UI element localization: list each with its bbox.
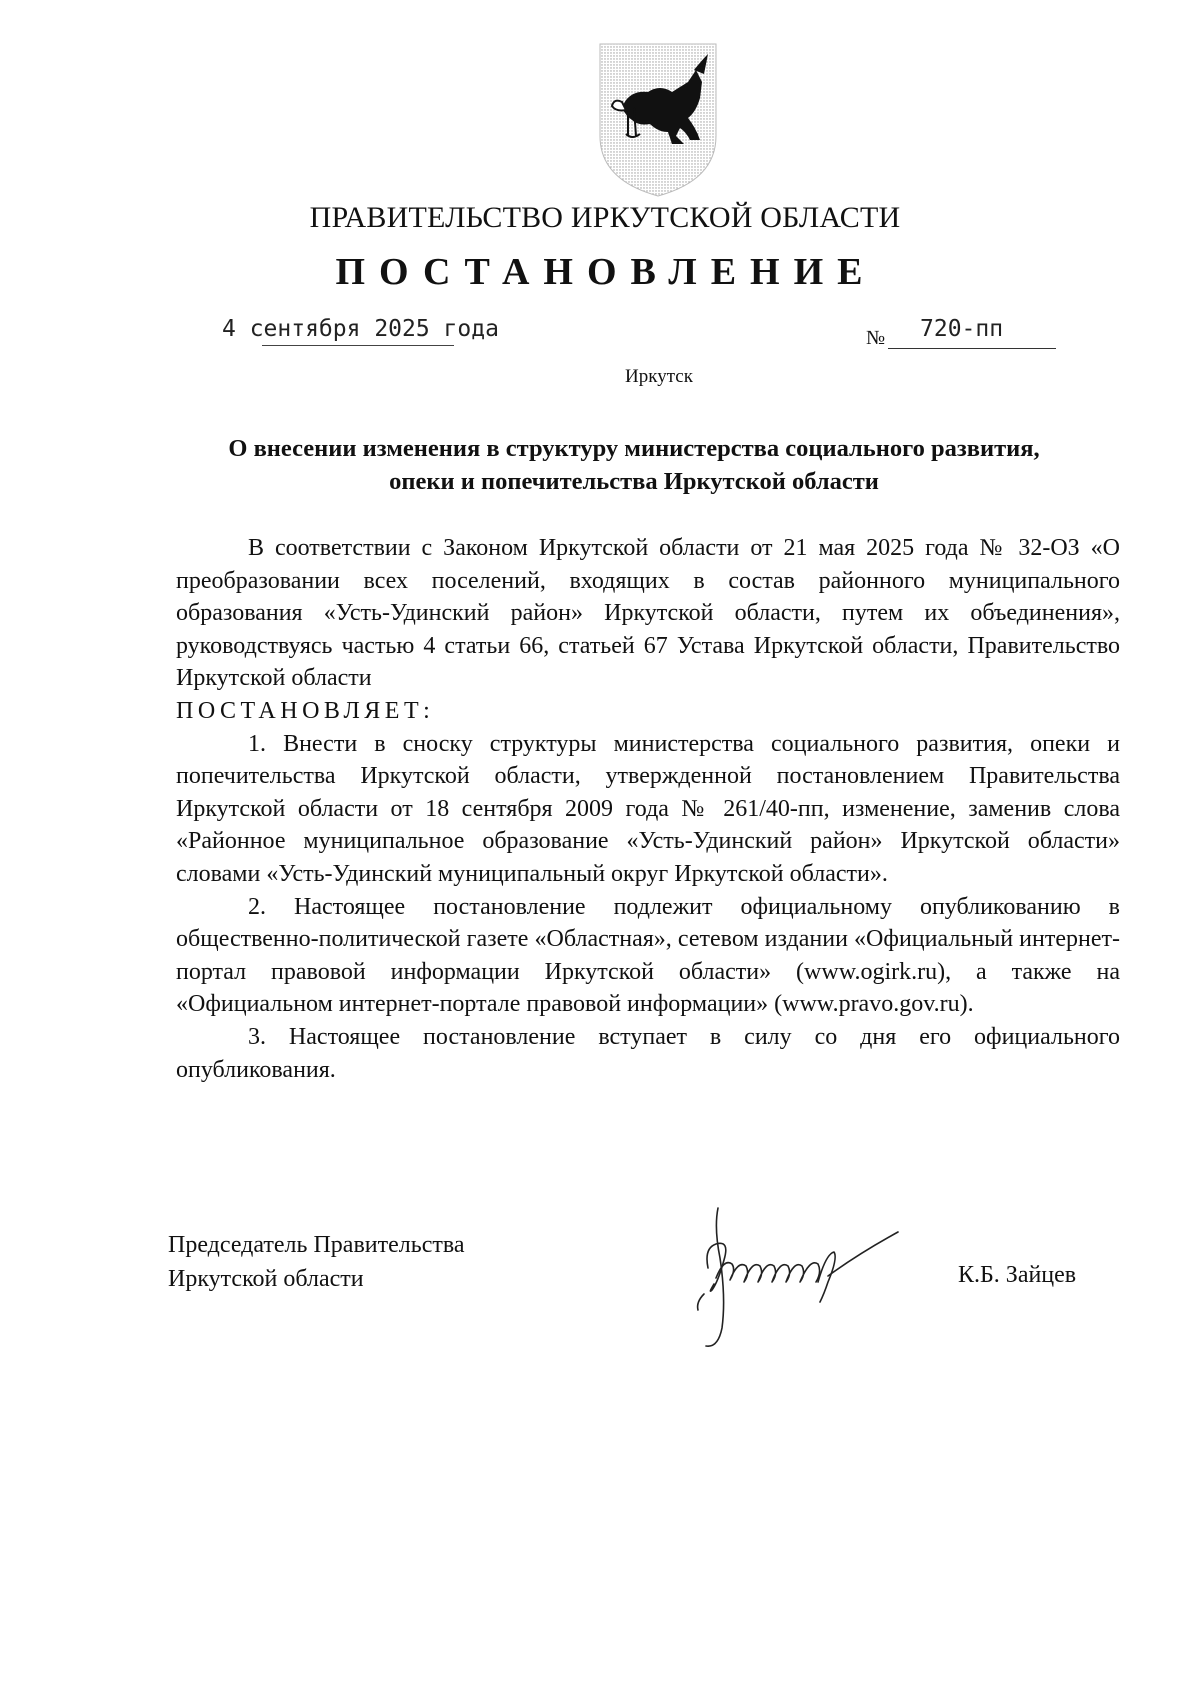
date-underline [262, 345, 454, 346]
document-number: 720-пп [920, 316, 1004, 342]
title-line-2: опеки и попечительства Иркутской области [389, 468, 879, 495]
document-type: ПОСТАНОВЛЕНИЕ [335, 251, 877, 293]
number-underline [888, 348, 1056, 349]
authority-name: ПРАВИТЕЛЬСТВО ИРКУТСКОЙ ОБЛАСТИ [309, 201, 901, 234]
number-label: № [866, 327, 886, 349]
item-1-paragraph: 1. Внести в сноску структуры министерства социального развития, опеки и попечительства Иркутской области, утвержденной постановлением Правительства Иркутской области от 18 сентября 2009 года № 261/40-пп, изменение, заменив слова «Районное муниципальное образование «Усть-Удинский район» Иркутской области» словами «Усть-Удинский муниципальный округ Иркутской области». [176, 730, 1120, 887]
document-city: Иркутск [625, 366, 693, 387]
document-title [150, 432, 1118, 498]
item-3-paragraph: 3. Настоящее постановление вступает в силу со дня его официального опубликования. [176, 1023, 1120, 1083]
signatory-position [168, 1228, 465, 1296]
handwritten-signature [668, 1198, 938, 1368]
resolves-heading: ПОСТАНОВЛЯЕТ: [176, 697, 435, 724]
title-line-1: О внесении изменения в структуру министерства социального развития, [228, 435, 1040, 462]
position-line-1: Председатель Правительства [168, 1232, 465, 1258]
document-date: 4 сентября 2025 года [222, 316, 499, 342]
item-2-paragraph: 2. Настоящее постановление подлежит официальному опубликованию в общественно-политической газете «Областная», сетевом издании «Официальный интернет-портал правовой информации Иркутской области» (www.ogirk.ru), а также на «Официальном интернет-портале правовой информации» (www.pravo.gov.ru). [176, 893, 1120, 1018]
coat-of-arms-icon [592, 40, 724, 200]
position-line-2: Иркутской области [168, 1266, 364, 1292]
signatory-name: К.Б. Зайцев [958, 1262, 1077, 1288]
document-body [176, 532, 1120, 1086]
preamble-paragraph: В соответствии с Законом Иркутской области от 21 мая 2025 года № 32-ОЗ «О преобразовании всех поселений, входящих в состав районного муниципального образования «Усть-Удинский район» Иркутской области, путем их объединения», руководствуясь частью 4 статьи 66, статьей 67 Устава Иркутской области, Правительство Иркутской области [176, 535, 1120, 692]
